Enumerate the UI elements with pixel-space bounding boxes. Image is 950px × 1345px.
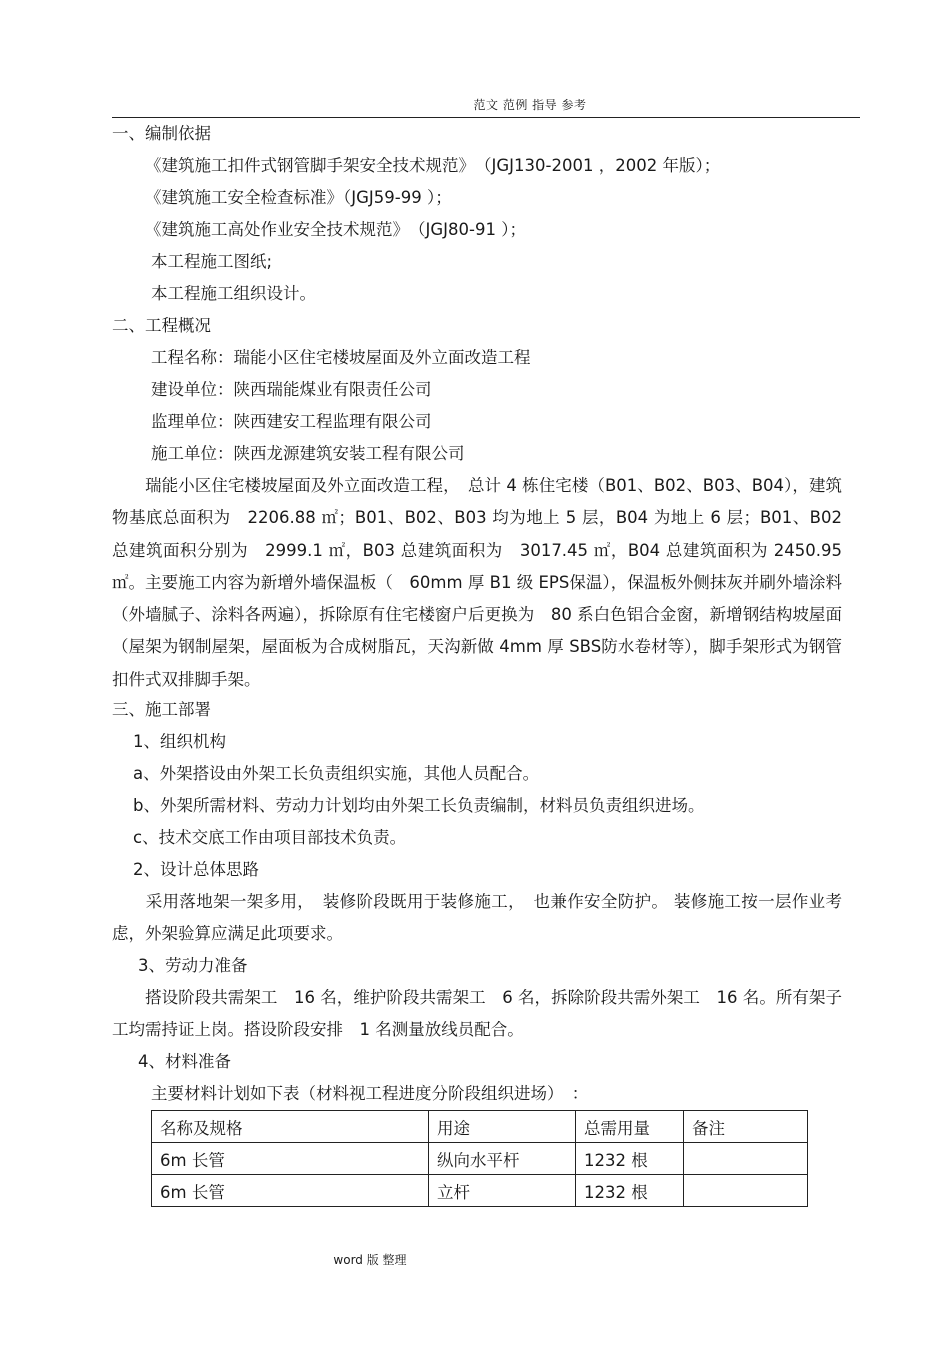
table-header-cell: 用途 <box>429 1111 576 1143</box>
table-cell <box>684 1143 808 1175</box>
org-item: b、外架所需材料、劳动力计划均由外架工长负责编制，材料员负责组织进场。 <box>133 796 705 815</box>
overview-item: 监理单位：陕西建安工程监理有限公司 <box>151 412 432 431</box>
org-item: a、外架搭设由外架工长负责组织实施，其他人员配合。 <box>133 764 540 783</box>
basis-item: 《建筑施工扣件式钢管脚手架安全技术规范》 （JGJ130-2001 ，2002 年版）； <box>145 156 721 175</box>
section-title-overview: 二、工程概况 <box>112 316 211 335</box>
table-cell: 纵向水平杆 <box>429 1143 576 1175</box>
basis-item: 本工程施工组织设计。 <box>151 284 316 303</box>
page-header: 范文 范例 指导 参考 <box>473 98 587 112</box>
basis-item: 本工程施工图纸; <box>151 252 273 271</box>
table-header-cell: 总需用量 <box>576 1111 684 1143</box>
overview-item: 工程名称：瑞能小区住宅楼坡屋面及外立面改造工程 <box>151 348 531 367</box>
section-title-basis: 一、编制依据 <box>112 124 211 143</box>
basis-item: 《建筑施工安全检查标准》（JGJ59-99 ）； <box>145 188 452 207</box>
subsection-title-labor: 3、劳动力准备 <box>138 956 248 975</box>
design-paragraph: 采用落地架一架多用， 装修阶段既用于装修施工， 也兼作安全防护。 装修施工按一层作业考虑，外架验算应满足此项要求。 <box>112 892 842 944</box>
org-item: c、技术交底工作由项目部技术负责。 <box>133 828 407 847</box>
table-header-cell: 名称及规格 <box>152 1111 429 1143</box>
subsection-title-design: 2、设计总体思路 <box>133 860 259 879</box>
page-footer: word 版 整理 <box>333 1253 407 1267</box>
basis-item: 《建筑施工高处作业安全技术规范》 （JGJ80-91 ）； <box>145 220 526 239</box>
table-header-cell: 备注 <box>684 1111 808 1143</box>
table-cell <box>684 1175 808 1207</box>
material-intro: 主要材料计划如下表（材料视工程进度分阶段组织进场） ： <box>151 1084 589 1103</box>
header-divider <box>112 117 860 118</box>
subsection-title-org: 1、组织机构 <box>133 732 226 751</box>
overview-item: 建设单位：陕西瑞能煤业有限责任公司 <box>151 380 432 399</box>
table-cell: 立杆 <box>429 1175 576 1207</box>
table-cell: 1232 根 <box>576 1175 684 1207</box>
table-row <box>152 1143 808 1175</box>
table-header-row <box>152 1111 808 1143</box>
table-cell: 6m 长管 <box>152 1143 429 1175</box>
subsection-title-material: 4、材料准备 <box>138 1052 231 1071</box>
table-row <box>152 1175 808 1207</box>
table-cell: 6m 长管 <box>152 1175 429 1207</box>
materials-table <box>151 1110 808 1207</box>
overview-item: 施工单位：陕西龙源建筑安装工程有限公司 <box>151 444 465 463</box>
overview-paragraph: 瑞能小区住宅楼坡屋面及外立面改造工程， 总计 4 栋住宅楼（B01、B02、B03、B04），建筑物基底总面积为 2206.88 ㎡；B01、B02、B03 均为地上 5 层，B04 为地上 6 层；B01、B02 总建筑面积分别为 2999.1 ㎡，B03 总建筑面积为 3017.45 ㎡，B04 总建筑面积为 2450.95 ㎡。主要施工内容为新增外墙保温板（ 60mm 厚 B1 级 EPS保温），保温板外侧抹灰并刷外墙涂料（外墙腻子、涂料各两遍），拆除原有住宅楼窗户后更换为 80 系白色铝合金窗，新增钢结构坡屋面（屋架为钢制屋架，屋面板为合成树脂瓦，天沟新做 4mm 厚 SBS防水卷材等），脚手架形式为钢管扣件式双排脚手架。 <box>112 476 842 689</box>
table-cell: 1232 根 <box>576 1143 684 1175</box>
labor-paragraph: 搭设阶段共需架工 16 名，维护阶段共需架工 6 名，拆除阶段共需外架工 16 名。所有架子工均需持证上岗。搭设阶段安排 1 名测量放线员配合。 <box>112 988 842 1040</box>
section-title-deploy: 三、施工部署 <box>112 700 211 719</box>
